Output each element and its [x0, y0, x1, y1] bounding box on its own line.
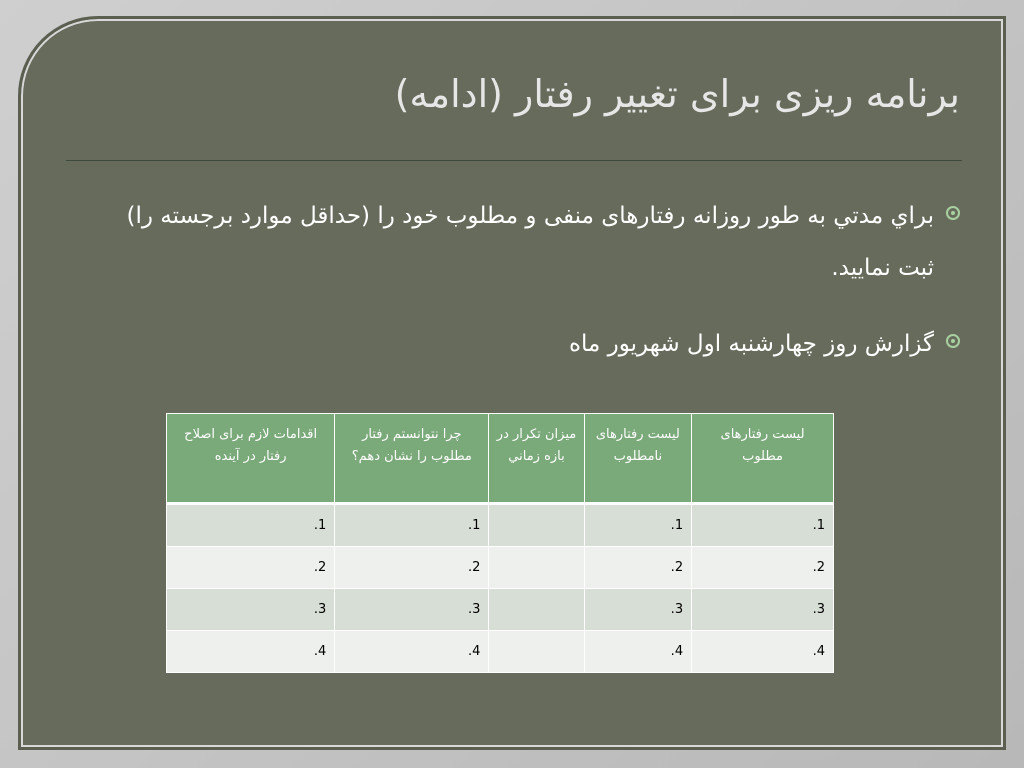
table-cell: 2.: [335, 547, 489, 589]
table-cell: 4.: [335, 631, 489, 673]
header-desired-behaviors: لیست رفتارهای مطلوب: [692, 414, 834, 504]
table-row: [167, 504, 834, 547]
bullet-item: [100, 190, 960, 294]
bullet-text: براي مدتي به طور روزانه رفتارهای منفی و مطلوب خود را (حداقل موارد برجسته را) ثبت نمایید.: [126, 203, 934, 281]
header-frequency: میزان تکرار در بازه زماني: [489, 414, 584, 504]
table-row: [167, 631, 834, 673]
table-cell: 1.: [692, 504, 834, 547]
title-divider: [66, 160, 962, 161]
table-cell: [489, 589, 584, 631]
table-row: [167, 547, 834, 589]
table-cell: [489, 547, 584, 589]
table-cell: 3.: [692, 589, 834, 631]
slide-title: برنامه ریزی برای تغییر رفتار (ادامه): [394, 72, 960, 116]
table-cell: 3.: [584, 589, 691, 631]
behavior-log-table: [166, 413, 834, 673]
table-row: [167, 589, 834, 631]
table-cell: 1.: [584, 504, 691, 547]
bullet-list: [100, 190, 960, 370]
table-cell: 4.: [584, 631, 691, 673]
circle-bullet-icon: [946, 206, 960, 220]
header-undesired-behaviors: لیست رفتارهای نامطلوب: [584, 414, 691, 504]
table-cell: 1.: [167, 504, 335, 547]
bullet-item: [100, 318, 960, 370]
header-why-failed: چرا نتوانستم رفتار مطلوب را نشان دهم؟: [335, 414, 489, 504]
header-corrective-actions: اقدامات لازم برای اصلاح رفتار در آینده: [167, 414, 335, 504]
table-cell: 1.: [335, 504, 489, 547]
circle-bullet-icon: [946, 334, 960, 348]
table-cell: 2.: [584, 547, 691, 589]
table-cell: [489, 631, 584, 673]
table-cell: 3.: [167, 589, 335, 631]
table-cell: 3.: [335, 589, 489, 631]
table-cell: 4.: [692, 631, 834, 673]
bullet-text: گزارش روز چهارشنبه اول شهریور ماه: [568, 331, 934, 357]
table-cell: 2.: [167, 547, 335, 589]
table-cell: 4.: [167, 631, 335, 673]
table-header-row: [167, 414, 834, 504]
table-cell: 2.: [692, 547, 834, 589]
table-cell: [489, 504, 584, 547]
